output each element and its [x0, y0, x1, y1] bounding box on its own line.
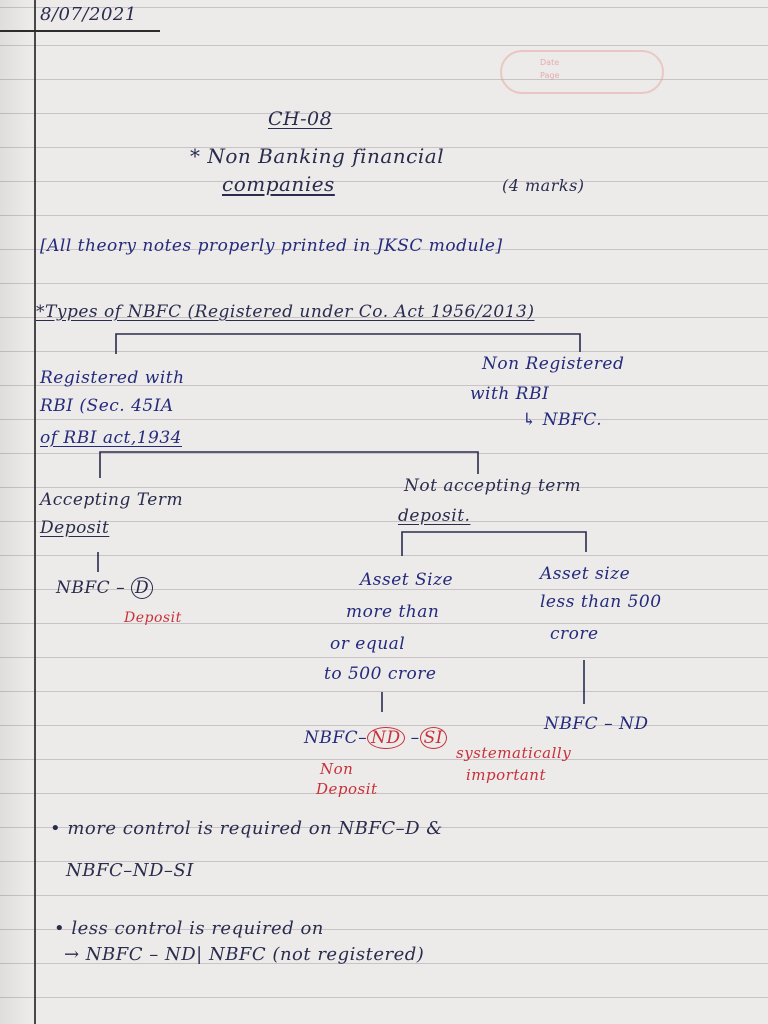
asset-small-line-3: crore	[550, 624, 599, 644]
non-deposit-line-2: Deposit	[316, 780, 378, 798]
chapter-title: CH-08	[268, 108, 333, 130]
title-line-1: * Non Banking financial	[190, 144, 445, 168]
asset-small-line-2: less than 500	[540, 592, 662, 612]
asset-large-line-4: to 500 crore	[324, 664, 437, 684]
nbfc-si-circle: SI	[420, 727, 447, 749]
registered-line-2: RBI (Sec. 45IA	[40, 396, 174, 416]
non-deposit-line-1: Non	[320, 760, 354, 778]
less-control-line-1: • less control is required on	[54, 918, 324, 939]
not-accepting-line-2: deposit.	[398, 506, 471, 526]
nbfc-nd-si-dash: –	[404, 728, 420, 748]
accepting-line-1: Accepting Term	[40, 490, 184, 510]
types-heading: *Types of NBFC (Registered under Co. Act 1956/2013)	[36, 302, 535, 322]
date: 8/07/2021	[40, 4, 137, 25]
systematically-line-1: systematically	[456, 744, 572, 762]
more-control-line-2: NBFC–ND–SI	[66, 860, 194, 881]
note-line: [All theory notes properly printed in JKSC module]	[40, 236, 503, 256]
not-accepting-bracket	[402, 532, 586, 556]
title-line-2: companies	[222, 172, 335, 196]
nbfc-nd-si-prefix: NBFC–	[304, 728, 368, 748]
non-registered-line-2: with RBI	[470, 384, 550, 404]
asset-large-line-3: or equal	[330, 634, 406, 654]
systematically-line-2: important	[466, 766, 546, 784]
stamp-date-label: Date	[540, 58, 560, 67]
accepting-line-2: Deposit	[40, 518, 110, 538]
marks: (4 marks)	[502, 176, 585, 195]
more-control-line-1: • more control is required on NBFC–D &	[50, 818, 443, 839]
asset-large-line-2: more than	[346, 602, 440, 622]
nbfc-nd: NBFC – ND	[544, 714, 649, 734]
registered-bracket	[100, 452, 478, 478]
registered-line-3: of RBI act,1934	[40, 428, 182, 448]
asset-large-line-1: Asset Size	[360, 570, 454, 590]
stamp-page-label: Page	[540, 71, 560, 80]
registered-line-1: Registered with	[40, 368, 185, 388]
non-registered-line-3: ↳ NBFC.	[522, 410, 603, 430]
nbfc-d-circle: D	[131, 577, 153, 599]
asset-small-line-1: Asset size	[540, 564, 631, 584]
deposit-note: Deposit	[124, 610, 182, 626]
less-control-line-2: → NBFC – ND| NBFC (not registered)	[64, 944, 425, 965]
nbfc-nd-circle: ND	[367, 727, 405, 749]
types-bracket	[116, 334, 580, 354]
non-registered-line-1: Non Registered	[482, 354, 625, 374]
nbfc-d-prefix: NBFC –	[56, 578, 131, 598]
not-accepting-line-1: Not accepting term	[404, 476, 582, 496]
